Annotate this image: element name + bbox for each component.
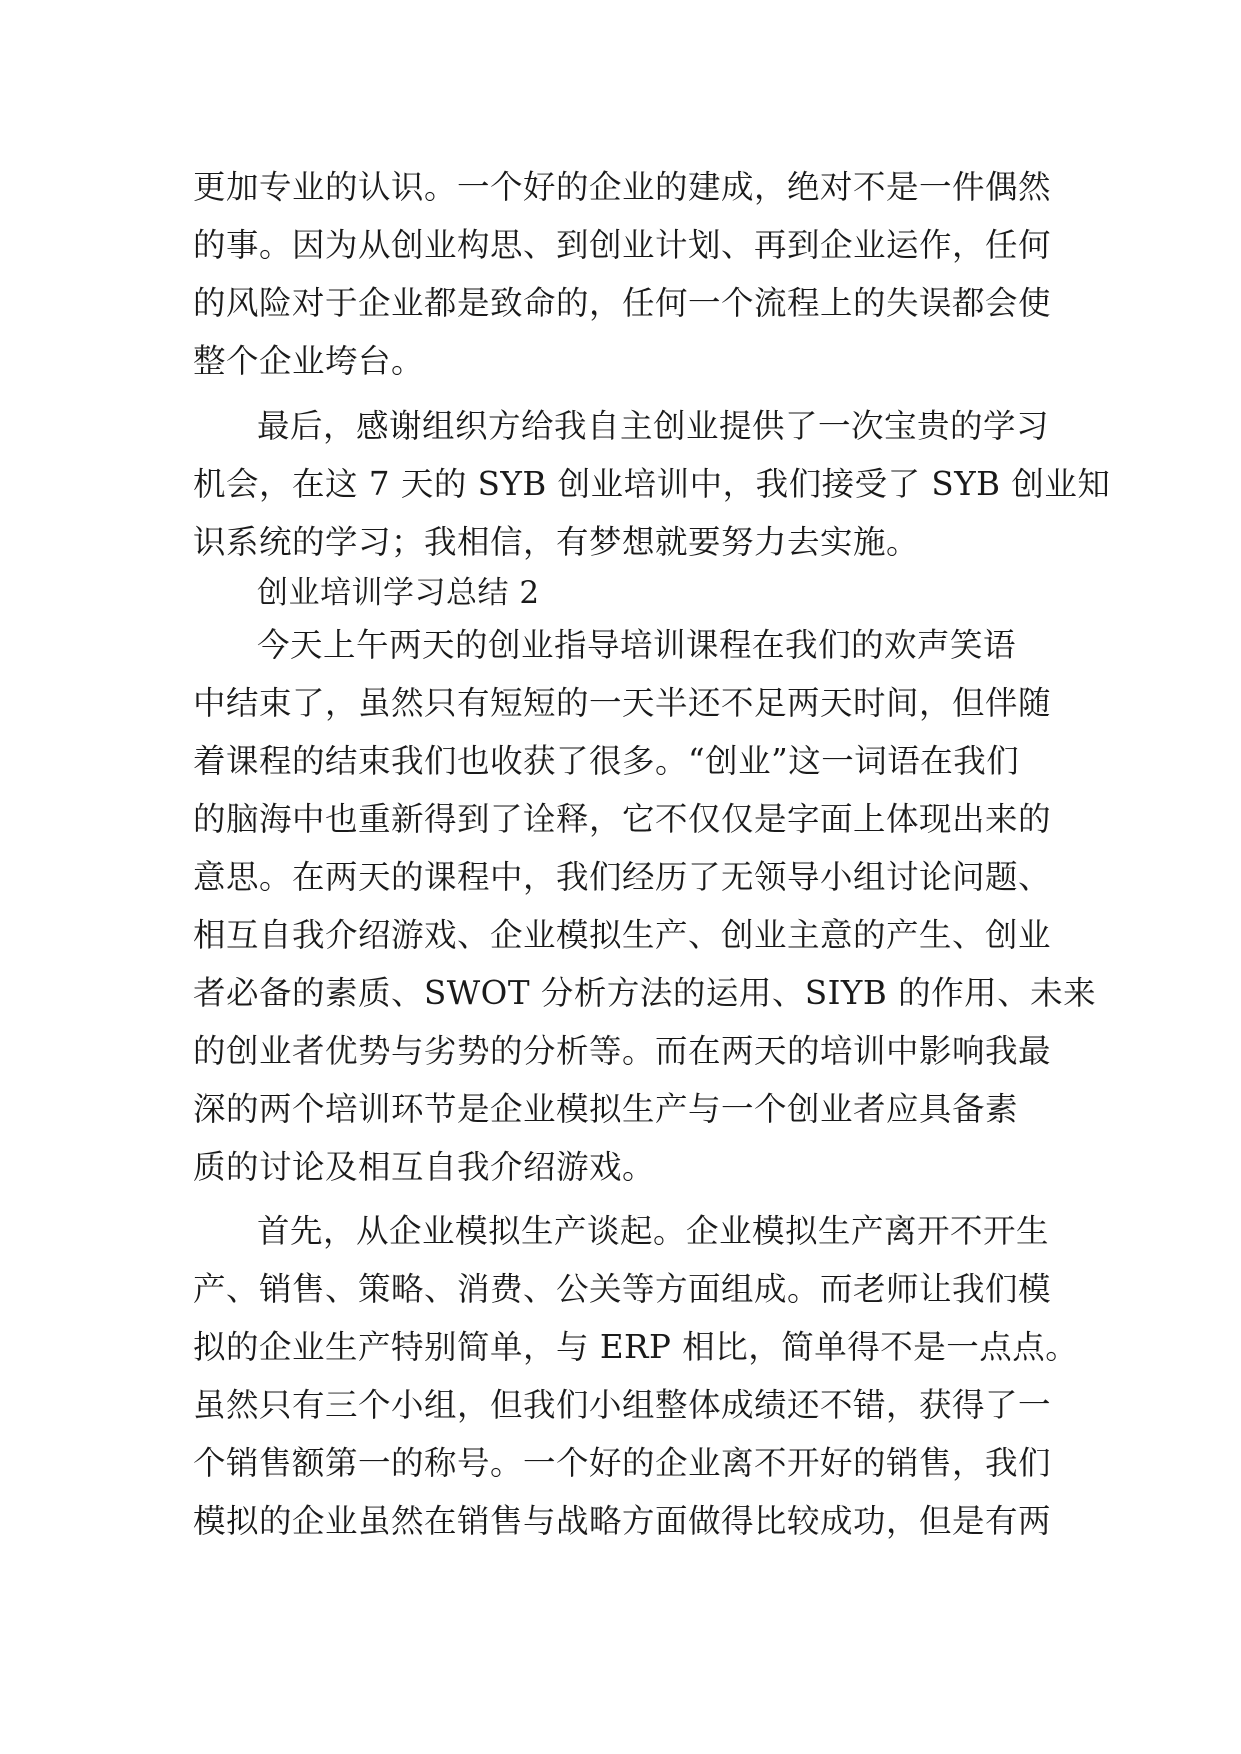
paragraph-first-line: 今天上午两天的创业指导培训课程在我们的欢声笑语 [257, 626, 1017, 664]
text-line: 机会，在这 7 天的 SYB 创业培训中，我们接受了 SYB 创业知 [193, 465, 1111, 503]
paragraph-first-line: 首先，从企业模拟生产谈起。企业模拟生产离开不开生 [257, 1212, 1050, 1250]
text-line: 中结束了，虽然只有短短的一天半还不足两天时间，但伴随 [193, 684, 1052, 722]
text-line: 的风险对于企业都是致命的，任何一个流程上的失误都会使 [193, 284, 1052, 322]
text-line: 个销售额第一的称号。一个好的企业离不开好的销售，我们 [193, 1444, 1052, 1482]
text-line: 质的讨论及相互自我介绍游戏。 [193, 1148, 656, 1186]
text-line: 的脑海中也重新得到了诠释，它不仅仅是字面上体现出来的 [193, 800, 1052, 838]
text-line: 意思。在两天的课程中，我们经历了无领导小组讨论问题、 [193, 858, 1052, 896]
text-line: 的创业者优势与劣势的分析等。而在两天的培训中影响我最 [193, 1032, 1052, 1070]
text-line: 深的两个培训环节是企业模拟生产与一个创业者应具备素 [193, 1090, 1019, 1128]
paragraph-first-line: 最后，感谢组织方给我自主创业提供了一次宝贵的学习 [257, 407, 1050, 445]
text-line: 虽然只有三个小组，但我们小组整体成绩还不错，获得了一 [193, 1386, 1052, 1424]
text-line: 着课程的结束我们也收获了很多。“创业”这一词语在我们 [193, 742, 1020, 780]
section-heading: 创业培训学习总结 2 [257, 575, 540, 611]
text-line: 者必备的素质、SWOT 分析方法的运用、SIYB 的作用、未来 [193, 974, 1097, 1012]
text-line: 识系统的学习；我相信，有梦想就要努力去实施。 [193, 523, 920, 561]
text-line: 模拟的企业虽然在销售与战略方面做得比较成功，但是有两 [193, 1502, 1052, 1540]
text-line: 拟的企业生产特别简单，与 ERP 相比，简单得不是一点点。 [193, 1328, 1079, 1366]
text-line: 产、销售、策略、消费、公关等方面组成。而老师让我们模 [193, 1270, 1052, 1308]
text-line: 的事。因为从创业构思、到创业计划、再到企业运作，任何 [193, 226, 1052, 264]
text-line: 整个企业垮台。 [193, 342, 425, 380]
text-line: 更加专业的认识。一个好的企业的建成，绝对不是一件偶然 [193, 168, 1052, 206]
text-line: 相互自我介绍游戏、企业模拟生产、创业主意的产生、创业 [193, 916, 1052, 954]
